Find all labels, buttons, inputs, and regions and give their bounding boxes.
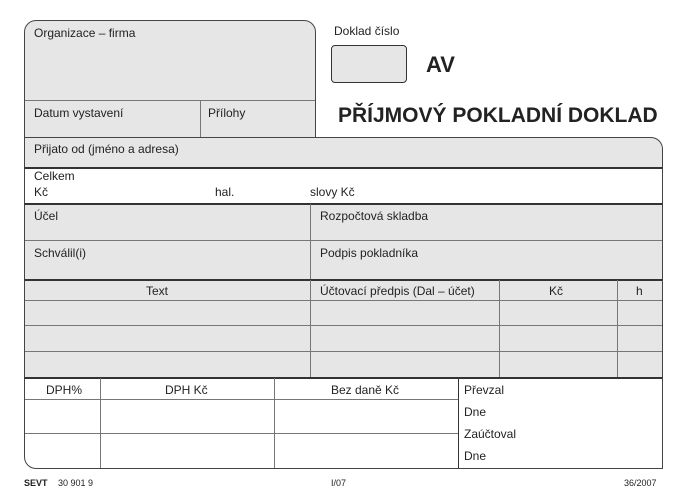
document-title: PŘÍJMOVÝ POKLADNÍ DOKLAD [338, 104, 658, 127]
budget-structure-label: Rozpočtová skladba [320, 209, 429, 223]
accounting-col-divider [310, 280, 311, 378]
vat-row-divider [25, 433, 458, 434]
footer-year: 36/2007 [624, 478, 657, 488]
accounting-kc-header: Kč [549, 284, 564, 298]
org-divider [25, 100, 315, 101]
booked-date-label: Dne [464, 449, 487, 463]
footer-brand: SEVT [24, 478, 48, 488]
vat-signature-divider [458, 378, 459, 468]
accounting-col-divider [499, 280, 500, 378]
net-amount-header: Bez daně Kč [331, 383, 400, 397]
purpose-label: Účel [34, 209, 59, 223]
total-kc-label: Kč [34, 185, 49, 199]
document-series: AV [426, 52, 455, 77]
approved-by-label: Schválil(i) [34, 246, 87, 260]
vat-rate-header: DPH% [46, 383, 83, 397]
booked-by-label: Zaúčtoval [464, 427, 517, 441]
footer-code: 30 901 9 [58, 478, 94, 488]
document-number-label: Doklad číslo [334, 24, 400, 38]
date-attach-divider [200, 100, 201, 140]
received-by-label: Převzal [464, 383, 505, 397]
organization-label: Organizace – firma [34, 26, 136, 40]
total-label: Celkem [34, 169, 75, 183]
attachments-label: Přílohy [208, 106, 246, 120]
accounting-header-divider [25, 300, 662, 301]
total-words-label: slovy Kč [310, 185, 355, 199]
vat-col-divider [100, 378, 101, 468]
purpose-divider [310, 204, 311, 279]
purpose-row-divider [25, 240, 662, 241]
received-date-label: Dne [464, 405, 487, 419]
accounting-row-divider [25, 351, 662, 352]
received-from-label: Přijato od (jméno a adresa) [34, 142, 179, 156]
accounting-text-header: Text [146, 284, 169, 298]
issue-date-label: Datum vystavení [34, 106, 124, 120]
footer-version: I/07 [331, 478, 347, 488]
accounting-col-divider [617, 280, 618, 378]
total-hal-label: hal. [215, 185, 235, 199]
document-number-field[interactable] [331, 45, 407, 83]
vat-header-divider [25, 399, 458, 400]
accounting-h-header: h [636, 284, 643, 298]
accounting-row-divider [25, 325, 662, 326]
vat-col-divider [274, 378, 275, 468]
cashier-signature-label: Podpis pokladníka [320, 246, 419, 260]
vat-amount-header: DPH Kč [165, 383, 208, 397]
accounting-entry-header: Účtovací předpis (Dal – účet) [320, 284, 475, 298]
